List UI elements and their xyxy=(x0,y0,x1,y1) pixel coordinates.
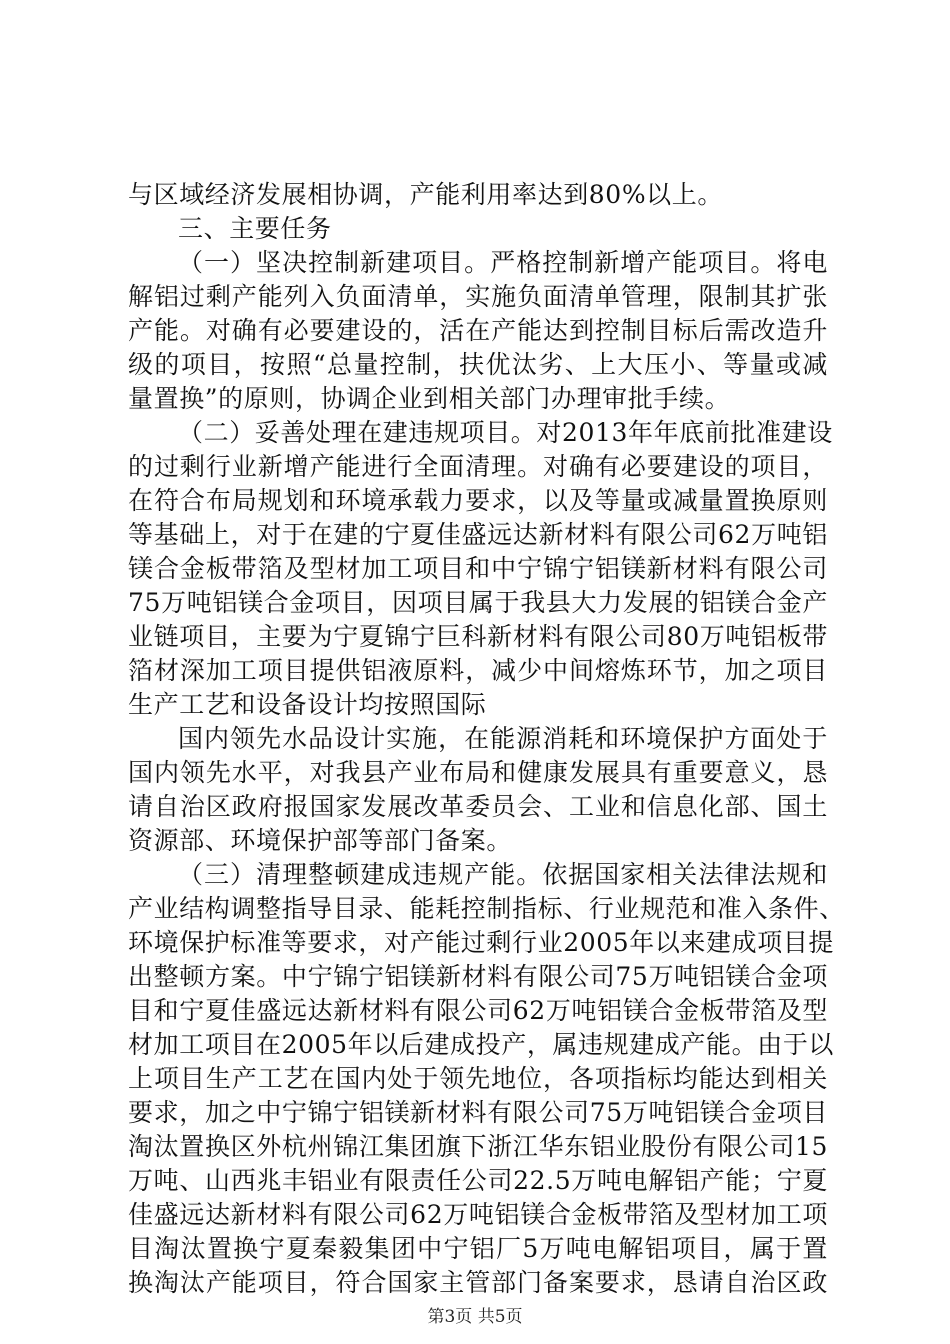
text-line: 上项目生产工艺在国内处于领先地位，各项指标均能达到相关 xyxy=(128,1064,828,1093)
text-line: 国内领先水品设计实施，在能源消耗和环境保护方面处于 xyxy=(178,724,828,753)
text-line: （三）清理整顿建成违规产能。依据国家相关法律法规和 xyxy=(178,860,828,889)
text-line: 的过剩行业新增产能进行全面清理。对确有必要建设的项目， xyxy=(128,452,828,481)
text-line: 业链项目，主要为宁夏锦宁巨科新材料有限公司80万吨铝板带 xyxy=(128,622,828,651)
text-line: 万吨、山西兆丰铝业有限责任公司22.5万吨电解铝产能；宁夏 xyxy=(128,1166,828,1195)
text-line: 材加工项目在2005年以后建成投产，属违规建成产能。由于以 xyxy=(128,1030,835,1059)
text-line: 出整顿方案。中宁锦宁铝镁新材料有限公司75万吨铝镁合金项 xyxy=(128,962,828,991)
text-line: 在符合布局规划和环境承载力要求，以及等量或减量置换原则 xyxy=(128,486,828,515)
text-line: 目和宁夏佳盛远达新材料有限公司62万吨铝镁合金板带箔及型 xyxy=(128,996,828,1025)
text-line: 产业结构调整指导目录、能耗控制指标、行业规范和准入条件、 xyxy=(128,894,845,923)
text-line: 换淘汰产能项目，符合国家主管部门备案要求，恳请自治区政 xyxy=(128,1268,828,1297)
text-line: 镁合金板带箔及型材加工项目和中宁锦宁铝镁新材料有限公司 xyxy=(128,554,828,583)
page-footer: 第3页 共5页 xyxy=(427,1307,523,1327)
text-line: 生产工艺和设备设计均按照国际 xyxy=(128,690,487,719)
text-line: 产能。对确有必要建设的，活在产能达到控制目标后需改造升 xyxy=(128,316,828,345)
text-line: （一）坚决控制新建项目。严格控制新增产能项目。将电 xyxy=(178,248,828,277)
text-line: 目淘汰置换宁夏秦毅集团中宁铝厂5万吨电解铝项目，属于置 xyxy=(128,1234,828,1263)
text-line: 国内领先水平，对我县产业布局和健康发展具有重要意义，恳 xyxy=(128,758,828,787)
text-line: 量置换”的原则，协调企业到相关部门办理审批手续。 xyxy=(128,384,731,413)
text-line: （二）妥善处理在建违规项目。对2013年年底前批准建设 xyxy=(178,418,833,447)
text-line: 资源部、环境保护部等部门备案。 xyxy=(128,826,513,855)
text-line: 级的项目，按照“总量控制，扶优汰劣、上大压小、等量或减 xyxy=(128,350,828,379)
text-line: 箔材深加工项目提供铝液原料，减少中间熔炼环节，加之项目 xyxy=(128,656,828,685)
text-line: 75万吨铝镁合金项目，因项目属于我县大力发展的铝镁合金产 xyxy=(128,588,828,617)
text-line: 等基础上，对于在建的宁夏佳盛远达新材料有限公司62万吨铝 xyxy=(128,520,828,549)
text-line: 解铝过剩产能列入负面清单，实施负面清单管理，限制其扩张 xyxy=(128,282,828,311)
text-line: 要求，加之中宁锦宁铝镁新材料有限公司75万吨铝镁合金项目 xyxy=(128,1098,828,1127)
section-heading: 三、主要任务 xyxy=(178,214,332,243)
text-line: 佳盛远达新材料有限公司62万吨铝镁合金板带箔及型材加工项 xyxy=(128,1200,828,1229)
text-line: 环境保护标准等要求，对产能过剩行业2005年以来建成项目提 xyxy=(128,928,835,957)
text-line: 淘汰置换区外杭州锦江集团旗下浙江华东铝业股份有限公司15 xyxy=(128,1132,828,1161)
text-line: 请自治区政府报国家发展改革委员会、工业和信息化部、国土 xyxy=(128,792,828,821)
text-line: 与区域经济发展相协调，产能利用率达到80%以上。 xyxy=(128,180,723,209)
